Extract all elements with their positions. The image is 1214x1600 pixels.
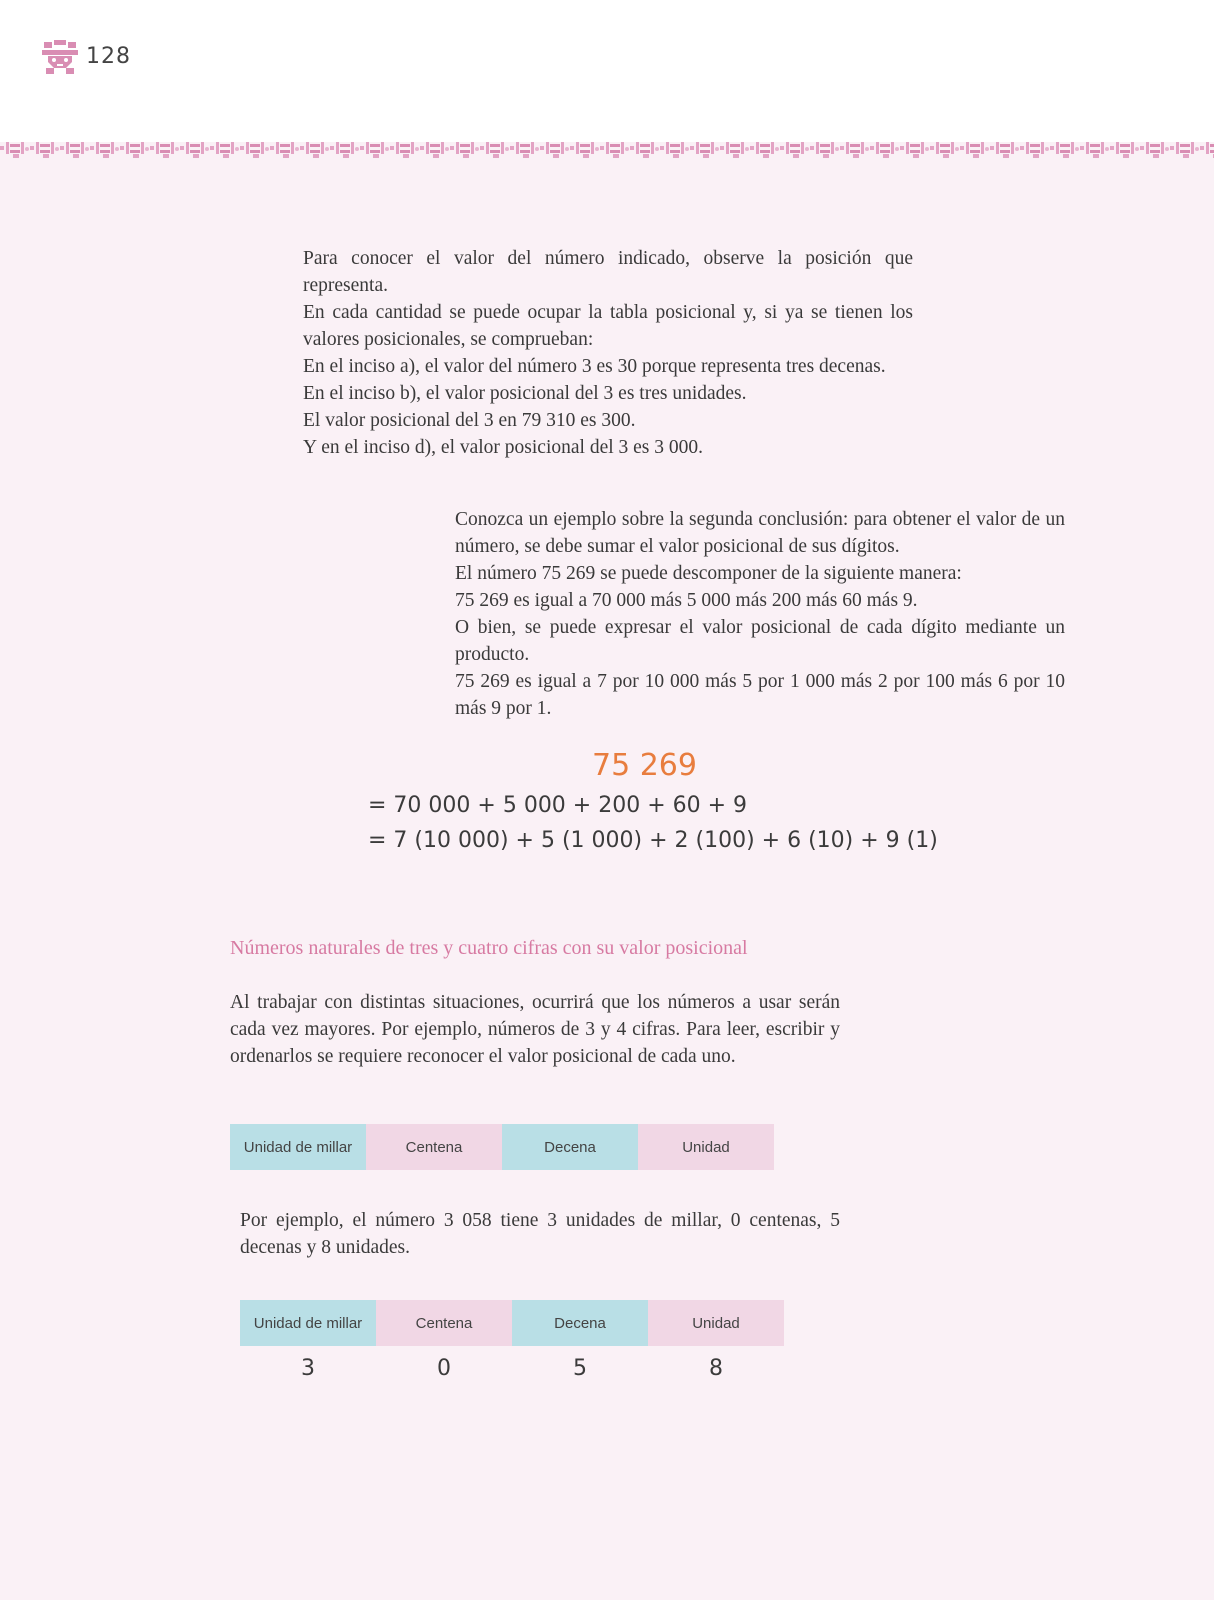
decorative-border <box>0 140 1214 162</box>
table-header-cell: Unidad de millar <box>240 1300 376 1346</box>
place-value-table <box>230 1124 774 1170</box>
table-header-cell: Decena <box>512 1300 648 1346</box>
table-header-cell: Centena <box>366 1124 502 1170</box>
example-paragraph: O bien, se puede expresar el valor posicional de cada dígito mediante un producto. <box>455 617 1065 665</box>
digit-thousands: 3 <box>301 1356 315 1381</box>
section-heading: Números naturales de tres y cuatro cifras con su valor posicional <box>230 937 748 959</box>
place-value-example-table <box>240 1300 784 1346</box>
example-3058-text: Por ejemplo, el número 3 058 tiene 3 unidades de millar, 0 centenas, 5 decenas y 8 unidades. <box>240 1210 840 1258</box>
intro-paragraph: En cada cantidad se puede ocupar la tabla posicional y, si ya se tienen los valores posicionales, se comprueban: <box>303 302 913 350</box>
intro-text-block <box>303 245 913 461</box>
sum-decomposition: = 70 000 + 5 000 + 200 + 60 + 9 <box>368 793 748 818</box>
section-paragraph: Al trabajar con distintas situaciones, ocurrirá que los números a usar serán cada vez mayores. Por ejemplo, números de 3 y 4 cifras. Para leer, escribir y ordenarlos se requiere reconocer el valor posicional de cada uno. <box>230 992 840 1067</box>
digit-tens: 5 <box>573 1356 587 1381</box>
example-text-block <box>455 506 1065 722</box>
table-header-cell: Unidad <box>648 1300 784 1346</box>
table-header-cell: Unidad de millar <box>230 1124 366 1170</box>
page-header-area <box>0 0 1214 142</box>
table-header-cell: Centena <box>376 1300 512 1346</box>
example-paragraph: 75 269 es igual a 7 por 10 000 más 5 por 1 000 más 2 por 100 más 6 por 10 más 9 por 1. <box>455 671 1065 719</box>
decorative-emblem-icon <box>42 40 78 74</box>
intro-paragraph: Y en el inciso d), el valor posicional del 3 es 3 000. <box>303 437 704 458</box>
page-number: 128 <box>86 44 131 69</box>
digit-hundreds: 0 <box>437 1356 451 1381</box>
table-header-cell: Decena <box>502 1124 638 1170</box>
digit-units: 8 <box>709 1356 723 1381</box>
decomposed-number: 75 269 <box>592 748 697 783</box>
intro-paragraph: Para conocer el valor del número indicado, observe la posición que representa. <box>303 248 913 296</box>
example-paragraph: 75 269 es igual a 70 000 más 5 000 más 200 más 60 más 9. <box>455 590 918 611</box>
intro-paragraph: En el inciso a), el valor del número 3 es 30 porque representa tres decenas. <box>303 356 886 377</box>
example-paragraph: El número 75 269 se puede descomponer de la siguiente manera: <box>455 563 962 584</box>
place-value-digits-row <box>240 1356 784 1381</box>
product-decomposition: = 7 (10 000) + 5 (1 000) + 2 (100) + 6 (10) + 9 (1) <box>368 828 938 853</box>
example-paragraph: Conozca un ejemplo sobre la segunda conclusión: para obtener el valor de un número, se debe sumar el valor posicional de sus dígitos. <box>455 509 1065 557</box>
intro-paragraph: El valor posicional del 3 en 79 310 es 300. <box>303 410 636 431</box>
intro-paragraph: En el inciso b), el valor posicional del 3 es tres unidades. <box>303 383 747 404</box>
table-header-cell: Unidad <box>638 1124 774 1170</box>
